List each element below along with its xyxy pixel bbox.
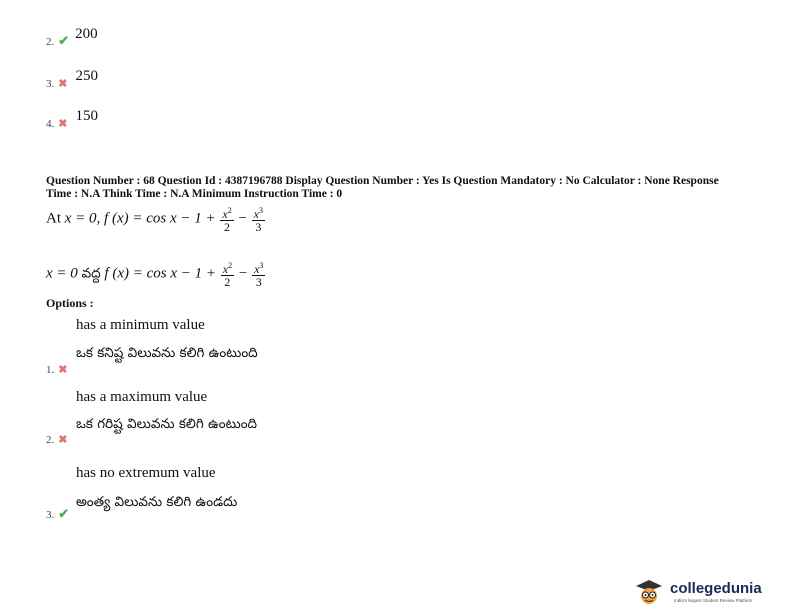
logo-name: collegedunia xyxy=(670,580,762,597)
option-1-english: has a minimum value xyxy=(76,317,205,333)
fraction-x2-over-2: $\frac{x^2}{2}$ xyxy=(222,206,232,234)
cross-icon: ✖ xyxy=(58,364,68,376)
option-number: 4. xyxy=(46,118,55,130)
option-2-marker xyxy=(46,430,67,448)
option-text: 250 xyxy=(75,68,98,84)
option-number: 2. xyxy=(46,434,55,446)
question-meta xyxy=(46,175,761,201)
fraction-x3-over-3: $\frac{x^3}{3}$ xyxy=(253,206,263,234)
question-meta-line1: Question Number : 68 Question Id : 4387196788 Display Question Number : Yes Is Question Mandatory : No Calculator : None Response xyxy=(46,175,719,187)
logo-tagline: India's largest Student Review Platform xyxy=(674,598,753,603)
option-1-marker xyxy=(46,360,67,378)
fraction-x2-over-2: $\frac{x^2}{2}$ xyxy=(222,261,233,289)
question-telugu: x = 0 వద్ద f (x) = cos x − 1 + $\frac{x^2}{2}$ − $\frac{x^3}{3}$ xyxy=(46,261,264,289)
cross-icon: ✖ xyxy=(58,78,68,90)
option-3-telugu: అంత్య విలువను కలిగి ఉండదు xyxy=(76,494,238,510)
options-label: Options : xyxy=(46,296,94,310)
fraction-x3-over-3: $\frac{x^3}{3}$ xyxy=(254,261,264,289)
check-icon: ✔ xyxy=(58,33,70,48)
option-number: 3. xyxy=(46,78,55,90)
question-prefix: At xyxy=(46,210,61,227)
option-number: 2. xyxy=(46,36,55,48)
option-text: 150 xyxy=(75,108,98,124)
question-expression: f (x) = cos x − 1 + xyxy=(104,265,217,282)
prev-option-4 xyxy=(46,108,98,132)
collegedunia-logo xyxy=(632,578,782,606)
question-meta-line2: Time : N.A Think Time : N.A Minimum Instruction Time : 0 xyxy=(46,188,343,200)
option-text: 200 xyxy=(75,26,98,42)
mascot-icon xyxy=(632,578,666,606)
cross-icon: ✖ xyxy=(58,434,68,446)
option-3-marker xyxy=(46,505,69,523)
prev-option-3 xyxy=(46,68,98,92)
question-condition: x = 0 xyxy=(46,265,78,282)
cross-icon: ✖ xyxy=(58,118,68,130)
option-2-english: has a maximum value xyxy=(76,389,208,405)
option-number: 3. xyxy=(46,509,55,521)
option-2-telugu: ఒక గరిష్ట విలువను కలిగి ఉంటుంది xyxy=(76,416,258,432)
option-1-telugu: ఒక కనిష్ట విలువను కలిగి ఉంటుంది xyxy=(76,345,258,361)
question-telugu-word: వద్ద xyxy=(81,265,101,282)
option-number: 1. xyxy=(46,364,55,376)
check-icon: ✔ xyxy=(58,506,70,521)
question-expression: x = 0, f (x) = cos x − 1 + xyxy=(64,210,216,227)
option-3-english: has no extremum value xyxy=(76,465,216,481)
question-english: At x = 0, f (x) = cos x − 1 + $\frac{x^2}{2}$ − $\frac{x^3}{3}$ xyxy=(46,206,263,234)
prev-option-2 xyxy=(46,26,98,50)
